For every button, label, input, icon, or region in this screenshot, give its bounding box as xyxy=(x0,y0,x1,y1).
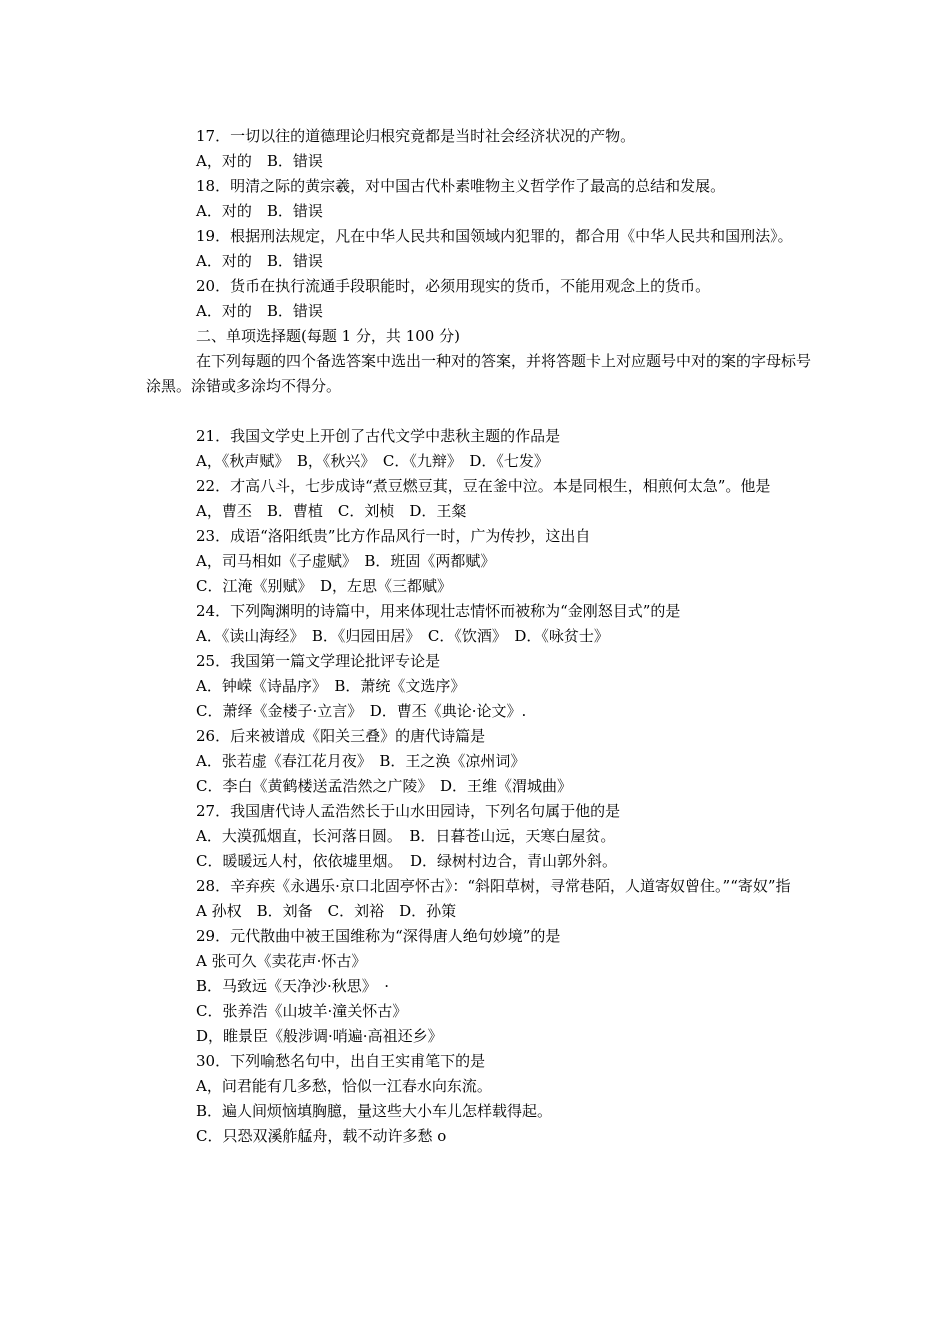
text-line: A，对的 B．错误 xyxy=(196,152,323,170)
text-line: 18．明清之际的黄宗羲，对中国古代朴素唯物主义哲学作了最高的总结和发展。 xyxy=(196,177,726,195)
text-line: A，司马相如《子虚赋》 B．班固《两都赋》 xyxy=(196,552,496,570)
text-line: 22．才高八斗，七步成诗“煮豆燃豆萁，豆在釜中泣。本是同根生，相煎何太急”。他是 xyxy=(196,477,771,495)
text-line: 在下列每题的四个备选答案中选出一种对的答案，并将答题卡上对应题号中对的案的字母标号涂黑。涂错或多涂均不得分。 xyxy=(146,352,812,395)
text-line: A，曹丕 B．曹植 C．刘桢 D．王粲 xyxy=(196,502,467,520)
text-line: A，问君能有几多愁，恰似一江春水向东流。 xyxy=(196,1077,492,1095)
text-line: C．暖暖远人村，依依墟里烟。 D．绿树村边合，青山郭外斜。 xyxy=(196,852,618,870)
text-line: 29．元代散曲中被王国维称为“深得唐人绝句妙境”的是 xyxy=(196,927,561,945)
text-line: A．对的 B．错误 xyxy=(196,302,323,320)
blank-line xyxy=(146,399,818,424)
text-line: A．对的 B．错误 xyxy=(196,202,323,220)
text-line: 30．下列喻愁名句中，出自王实甫笔下的是 xyxy=(196,1052,486,1070)
text-line: 17．一切以往的道德理论归根究竟都是当时社会经济状况的产物。 xyxy=(196,127,636,145)
text-line: B．遍人间烦恼填胸臆，量这些大小车儿怎样载得起。 xyxy=(196,1102,553,1120)
text-line: 21．我国文学史上开创了古代文学中悲秋主题的作品是 xyxy=(196,427,561,445)
text-line: 27．我国唐代诗人孟浩然长于山水田园诗，下列名句属于他的是 xyxy=(196,802,621,820)
text-line: C．江淹《别赋》 D，左思《三都赋》 xyxy=(196,577,453,595)
text-line: 二、单项选择题(每题 1 分，共 100 分) xyxy=(196,327,460,345)
text-line: A．大漠孤烟直，长河落日圆。 B．日暮苍山远，天寒白屋贫。 xyxy=(196,827,616,845)
text-line: A．钟嵘《诗晶序》 B．萧统《文选序》 xyxy=(196,677,466,695)
text-line: C．只恐双溪舴艋舟，载不动许多愁 o xyxy=(196,1127,447,1145)
text-line: 23．成语“洛阳纸贵”比方作品风行一时，广为传抄，这出自 xyxy=(196,527,591,545)
text-line: 19．根据刑法规定，凡在中华人民共和国领域内犯罪的，都合用《中华人民共和国刑法》。 xyxy=(196,227,793,245)
text-line: A．张若虚《春江花月夜》 B．王之涣《凉州词》 xyxy=(196,752,526,770)
text-line: A 张可久《卖花声·怀古》 xyxy=(196,952,367,970)
text-line: D，睢景臣《般涉调·哨遍·高祖还乡》 xyxy=(196,1027,443,1045)
text-line: A，《秋声赋》 B，《秋兴》 C．《九辩》 D．《七发》 xyxy=(196,452,549,470)
text-line: C．萧绎《金楼子·立言》 D．曹丕《典论·论文》. xyxy=(196,702,527,720)
text-line: 26．后来被谱成《阳关三叠》的唐代诗篇是 xyxy=(196,727,486,745)
text-line: 25．我国第一篇文学理论批评专论是 xyxy=(196,652,441,670)
text-line: 20．货币在执行流通手段职能时，必须用现实的货币，不能用观念上的货币。 xyxy=(196,277,711,295)
text-line: 24．下列陶渊明的诗篇中，用来体现壮志情怀而被称为“金刚怒目式”的是 xyxy=(196,602,681,620)
text-line: A．对的 B．错误 xyxy=(196,252,323,270)
text-line: C．张养浩《山坡羊·潼关怀古》 xyxy=(196,1002,408,1020)
text-line: B．马致远《天净沙·秋思》 · xyxy=(196,977,390,995)
text-line: C．李白《黄鹤楼送孟浩然之广陵》 D．王维《渭城曲》 xyxy=(196,777,573,795)
text-line: A 孙权 B．刘备 C．刘裕 D．孙策 xyxy=(196,902,457,920)
text-line: A．《读山海经》 B．《归园田居》 C．《饮酒》 D．《咏贫士》 xyxy=(196,627,609,645)
text-line: 28．辛弃疾《永遇乐·京口北固亭怀古》：“斜阳草树，寻常巷陌，人道寄奴曾住。”“寄奴”指 xyxy=(196,877,791,895)
document-page xyxy=(146,124,818,1149)
